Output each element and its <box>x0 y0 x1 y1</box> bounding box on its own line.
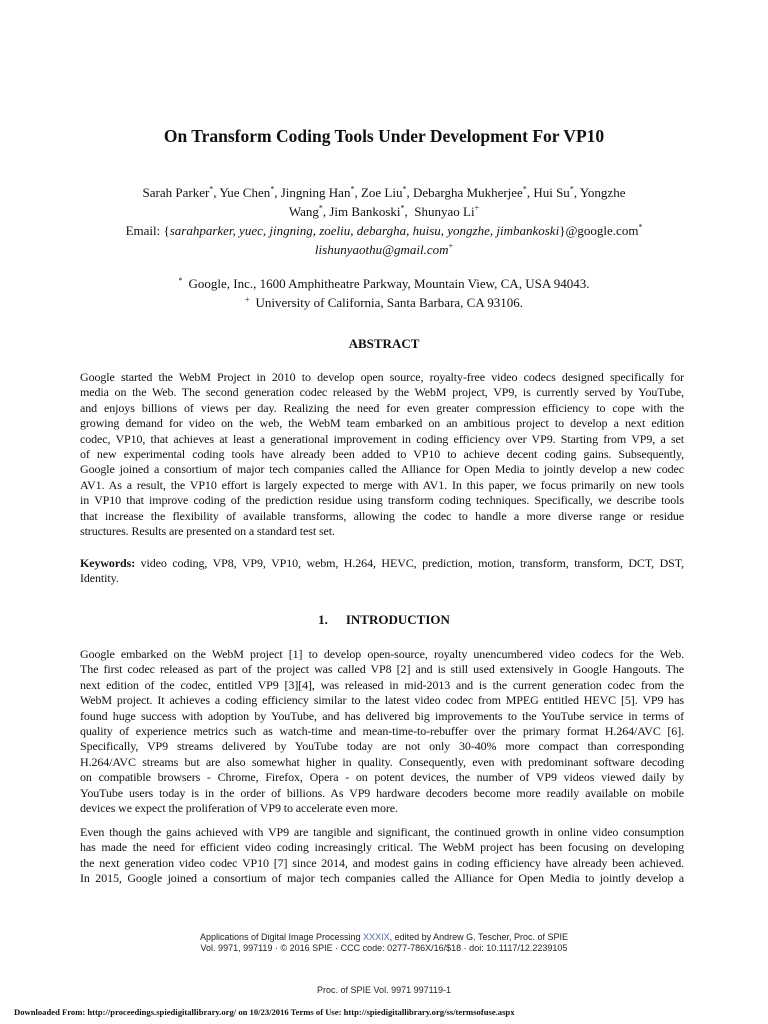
text-line: media on the Web. The second generation codec released by the WebM project, VP9, is currently served by YouTube, <box>80 385 684 400</box>
author-emails <box>92 221 676 259</box>
volume-numeral: XXXIX <box>363 932 390 942</box>
author-affil-mark: * <box>569 184 574 194</box>
author-list <box>92 183 676 221</box>
text-line: quality of experience metrics such as watch-time and mean-time-to-rebuffer over the primary format H.264/AVC [6]. <box>80 724 684 739</box>
author-affil-mark: + <box>474 203 480 213</box>
abstract-text <box>80 370 684 539</box>
affiliation-text: Google, Inc., 1600 Amphitheatre Parkway, Mountain View, CA, USA 94043. <box>188 276 590 291</box>
author-name: Wang <box>288 204 319 219</box>
text-line: devices we expect the proliferation of VP9 to accelerate even more. <box>80 801 398 816</box>
email-affil-mark: + <box>448 241 454 251</box>
text-line: next edition of the codec, entitled VP9 [3][4], was released in mid-2013 and is the current generation codec from the <box>80 677 684 692</box>
text-line: In 2015, Google joined a consortium of major tech companies called the Alliance for Open Media to jointly develop a <box>80 871 684 886</box>
text-line: and enjoys billions of views per day. Realizing the need for even greater compression efficiency to cope with the <box>80 400 684 415</box>
text-line: The first codec released as part of the project was called VP8 [2] and is still used extensively in Google Hangouts. The <box>80 662 684 677</box>
author-line-2: Wang*, Jim Bankoski*, Shunyao Li+ <box>288 203 480 219</box>
section-title: INTRODUCTION <box>345 612 450 627</box>
author-name: Yongzhe <box>579 185 626 200</box>
author-affil-mark: * <box>522 184 527 194</box>
keywords-block <box>80 556 684 587</box>
text-line: YouTube users today is in the order of billions. As VP9 hardware decoders become more readily available on mobile <box>80 785 684 800</box>
affiliation-text: University of California, Santa Barbara, CA 93106. <box>255 295 524 310</box>
text-line: Google started the WebM Project in 2010 to develop open source, royalty-free video codecs designed specifically for <box>80 370 684 384</box>
text-line: growing demand for video on the web, the WebM team embarked on an ambitious project to develop a next edition <box>80 416 684 431</box>
text-line: in VP10 that improve coding of the prediction residue using transform coding techniques. Specifically, we describe tools <box>80 493 684 508</box>
email-line-2 <box>92 240 676 259</box>
text-line: that increase the flexibility of available transforms, allowing the codec to handle a more diverse range or residue <box>80 508 684 523</box>
text-line: WebM project. It achieves a coding efficiency similar to the latest video codec from MPEG entitled HEVC [5]. VP9 has <box>80 693 684 708</box>
text-line: Even though the gains achieved with VP9 are tangible and significant, the continued growth in online video consumption <box>80 825 684 839</box>
intro-paragraph-1 <box>80 647 684 816</box>
paper-title: On Transform Coding Tools Under Development For VP10 <box>163 126 605 146</box>
text-line: the next generation video codec VP10 [7] since 2014, and modest gains in coding efficiency have already been achieved. <box>80 855 684 870</box>
author-affil-mark: * <box>270 184 275 194</box>
affiliation-mark: * <box>178 275 183 285</box>
email-line-1 <box>92 221 676 240</box>
email-affil-mark: * <box>638 222 643 232</box>
author-name: Yue Chen <box>219 185 271 200</box>
email-usernames: sarahparker, yuec, jingning, zoeliu, debargha, huisu, yongzhe, jimbankoski <box>169 223 560 238</box>
text-line: H.264/AVC streams but are also somewhat higher in quality. Consequently, even with predominant software decoding <box>80 754 684 769</box>
keywords-list: video coding, VP8, VP9, VP10, webm, H.264, HEVC, prediction, motion, transform, transform, DCT, DST, <box>140 556 684 570</box>
text-line: on compatible browsers - Chrome, Firefox, Opera - on potent devices, the number of VP9 videos viewed daily by <box>80 770 684 785</box>
intro-paragraph-2 <box>80 825 684 887</box>
affiliation-mark: + <box>244 294 250 304</box>
citation-part: , edited by Andrew G. Tescher, Proc. of SPIE <box>389 932 569 942</box>
text-line: AV1. As a result, the VP10 effort is largely expected to merge with AV1. In this paper, we focus primarily on new tools <box>80 477 684 492</box>
affiliations <box>92 274 676 312</box>
author-name: Jingning Han <box>280 185 351 200</box>
keywords-line-1 <box>80 556 684 571</box>
copyright-line: Vol. 9971, 997119 · © 2016 SPIE · CCC code: 0277-786X/16/$18 · doi: 10.1117/12.2239105 <box>200 943 568 953</box>
author-affil-mark: * <box>402 184 407 194</box>
email-alt-address: lishunyaothu@gmail.com <box>314 242 449 257</box>
email-prefix: Email: { <box>125 223 170 238</box>
text-line: Google joined a consortium of major tech companies called the Alliance for Open Media to jointly develop a new codec <box>80 462 684 477</box>
affiliation-google <box>92 274 676 293</box>
author-affil-mark: * <box>318 203 323 213</box>
section-heading <box>0 612 768 628</box>
author-name: Debargha Mukherjee <box>412 185 523 200</box>
text-line: found huge success with adoption by YouTube, and has delivered big improvements to the YouTube service in terms of <box>80 708 684 723</box>
author-affil-mark: * <box>350 184 355 194</box>
author-affil-mark: * <box>209 184 214 194</box>
text-line: has made the need for efficient video coding increasingly critical. The WebM project has been focusing on developing <box>80 840 684 855</box>
abstract-heading: ABSTRACT <box>348 336 420 351</box>
text-line: Specifically, VP9 streams delivered by YouTube today are not only 30-40% more compact than corresponding <box>80 739 684 754</box>
citation-part: Applications of Digital Image Processing <box>199 932 364 942</box>
author-affil-mark: * <box>400 203 405 213</box>
author-name: Shunyao Li <box>414 204 475 219</box>
keywords-line-2: Identity. <box>80 571 119 586</box>
text-line: Google embarked on the WebM project [1] to develop open-source, royalty unencumbered video codecs for the Web. <box>80 647 684 661</box>
download-notice: Downloaded From: http://proceedings.spiedigitallibrary.org/ on 10/23/2016 Terms of Use: http://spiedigitallibrary.org/ss/termsofuse.aspx <box>14 1007 515 1017</box>
author-name: Hui Su <box>533 185 570 200</box>
author-line-1: Sarah Parker*, Yue Chen*, Jingning Han*, Zoe Liu*, Debargha Mukherjee*, Hui Su*, Yongzhe <box>142 184 626 200</box>
affiliation-ucsb <box>92 293 676 312</box>
proceedings-citation <box>0 932 768 942</box>
email-domain: }@google.com <box>559 223 639 238</box>
text-line: codec, VP10, that achieves at least a generational improvement in coding efficiency over VP9. Starting from VP9, a set <box>80 431 684 446</box>
author-name: Zoe Liu <box>360 185 403 200</box>
author-name: Jim Bankoski <box>329 204 401 219</box>
author-name: Sarah Parker <box>142 185 210 200</box>
text-line: of new experimental coding tools have already been added to VP10 to achieve decent coding gains. Subsequently, <box>80 447 684 462</box>
keywords-label: Keywords: <box>80 556 136 570</box>
section-number: 1. <box>318 612 328 627</box>
page-footer: Proc. of SPIE Vol. 9971 997119-1 <box>317 985 451 995</box>
text-line: structures. Results are presented on a standard test set. <box>80 524 335 539</box>
